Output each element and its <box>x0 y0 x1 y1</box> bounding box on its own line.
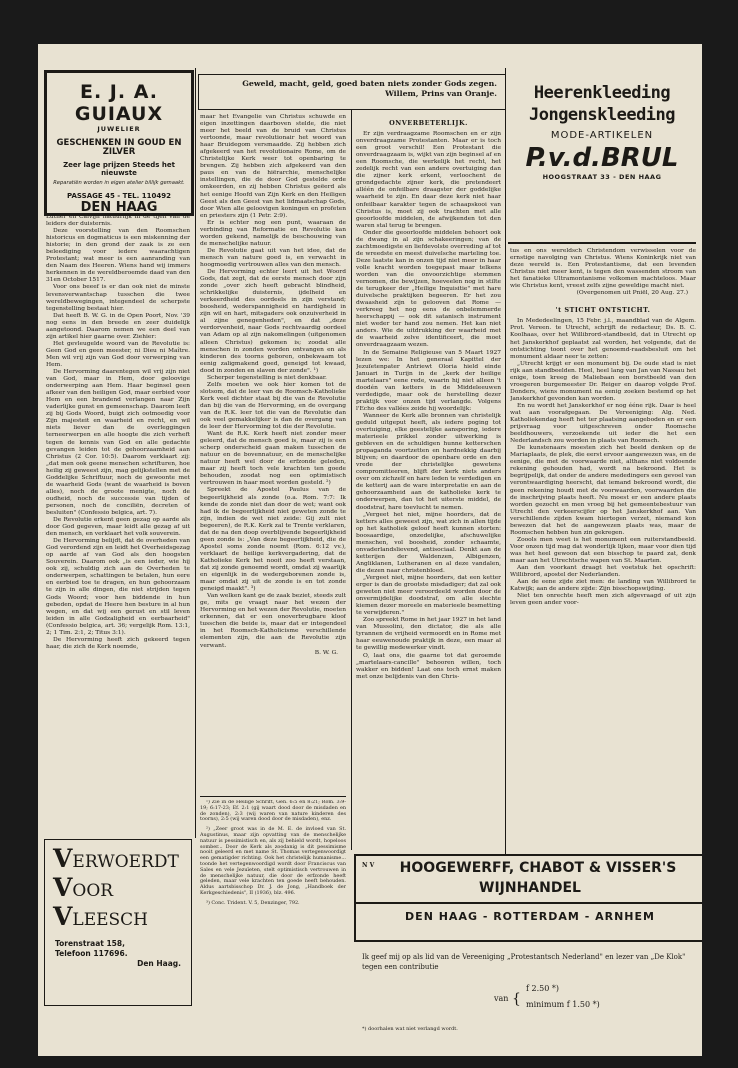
ad-brul-address: HOOGSTRAAT 33 - DEN HAAG <box>542 173 662 181</box>
footnote: ²) „Zeer groot was in de M. E. de invloed van St. Augustinus, maar zijn opvatting van de menschelijke natuur is pessimistisch en, als zij behield wordt, hopeloos somber... Door de Kerk als zoodanig is dit pessimisme nooit geleerd en met name St. Thomas vertegenwoordigt een gematigder richting. Ook het christelijk humanisme... toonde het vertegenwoordigd wordt door Franciscus van Sales en vele Jezuïeten, stelt optimistisch vertrouwen in de menschelijke natuur, die door de erfzonde heeft geleden, maar vele krachten ten goede heeft behouden. Aldus aartsbisschop Dr. J. de Jong, „Handboek der Kerkgeschiedenis", II (1936), blz. 496. <box>200 826 346 896</box>
column-rule <box>505 68 506 856</box>
ad-rule <box>354 940 702 942</box>
footnote-rule <box>200 796 346 797</box>
paragraph: Er zijn verdraagzame Roomschen en er zijn onverdraagzame Protestanten. Maar er is toch een groot verschil! Een Protestant die onverdraagzaam is, wijkt van zijn beginsel af en een Roomsche, die werkelijk het recht, het zedelijk recht van een andere overtuiging dan die zijner kerk erkent, verloochent de grondgedachte zijner kerk, die pretendeert alléén de onfeilbare draagster der goddelijke waarheid te zijn. En daar deze kerk niet haar onfeilbaar karakter tegen de schaapskooi van Christus is, moet zij ook trachten met alle geoorloofde middelen, de afwijkenden tot den waren stal terug te brengen. <box>356 131 501 229</box>
paragraph: De Revolutie gaat uit van het idee, dat de mensch van nature goed is, en verwacht in hoogmoedig vertrouwen alles van den mensch. <box>200 247 346 268</box>
ad-guiaux-repairs: Reparatiën worden in eigen atelier billijk gemaakt. <box>53 180 185 186</box>
article-heading: ONVERBETERLIJK. <box>389 119 468 127</box>
ad-wijnhandel-name: HOOGEWERFF, CHABOT & VISSER'S <box>399 860 677 876</box>
ad-divider <box>356 902 702 904</box>
article-column-2 <box>200 114 346 794</box>
paragraph: Want de R.K. Kerk heeft niet zonder meer geleerd, dat de mensch goed is, maar zij is een scherp onderscheid gaan maken tusschen de natuur en de bovennatuur, en de menschelijke natuur heeft wel door de erfzonde geleden, maar zij heeft toch vele krachten ten goede behouden, zoodat nog een optimistisch vertrouwen in haar moet worden gesteld. ²) <box>200 431 346 487</box>
paragraph: De Revolutie erkent geen gezag op aarde als door God gegeven, maar leidt alle gezag af uit den mensch, en verklaart het volk souverein. <box>46 517 190 538</box>
paragraph: Luther en Calvijn natuurlijk in de tijen van de leiders der duisternis. <box>46 214 190 228</box>
ad-wijnhandel <box>354 856 702 940</box>
paragraph: „Utrecht krijgt er een monument bij. De oude stad is niet rijk aan standbeelden. Heel, heel lang van Jan van Nassau het enige, toen kreeg de Maliebaan een borstbeeld van den vroegeren burgemeester Dr. Reiger en daarop volgde Prof. Donders, wiens monument na eenig zoeken bestemd op het Janskerkhof gevonden kan worden. <box>510 360 696 402</box>
newspaper-page <box>38 44 702 1056</box>
paragraph: Scherper tegenstelling is niet denkbaar. <box>207 374 327 381</box>
ad-verwoerdt-street: Torenstraat 158, <box>55 939 125 948</box>
ad-guiaux-name: E. J. A. GUIAUX <box>74 81 164 125</box>
subscription-note: *) doorhalen wat niet verlangd wordt. <box>362 1026 458 1032</box>
paragraph: In Mededeelingen, 15 Febr. j.l., maandblad van de Algem. Prot. Vereen. te Utrecht, schrijft de redacteur, Ds. B. C. Koolhaas, over het Willibrord-standbeeld, dat in Utrecht op het Janskerkhof geplaatst zal worden, het volgende, dat de ontstichting toont over het genoemd-raadsbesluit om het monument aldaar neer te zetten: <box>510 318 696 360</box>
paragraph: Er is echter nog een punt, waaraan de verbinding van Reformatie en Revolutie kan worden gekend, namelijk de beschouwing van de menschelijke natuur. <box>200 219 346 247</box>
ad-brul-line: Jongenskleeding <box>528 105 676 125</box>
paragraph: Niet ten onrechte heeft men zich afgevraagd of uit zijn leven geen ander voor- <box>510 593 696 607</box>
footnote: ³) Conc. Trident. V. 5, Denzinger, 792. <box>206 899 300 906</box>
footnotes <box>200 800 346 1050</box>
ad-guiaux <box>44 70 194 216</box>
ad-brul <box>508 82 696 238</box>
signature: B. W. G. <box>314 649 338 656</box>
article-column-4 <box>510 248 696 852</box>
paragraph: Zoools men weet is het monument een ruiterstandbeeld. Voor onzen tijd mag dat wonderlijk lijken, maar voor dien tijd was het heel gewoon dat een bisschop te paard zat, denk maar aan het Utrechtsche wapen van St. Maarten. <box>510 536 696 564</box>
paragraph: En nu wordt het Janskerkhof er nog ééne rijk. Daar is heel wat aan voorafgegaan. De Vereeniging: Alg. Ned. Katholiekendag heeft het ter plaatsing aangeboden en er een prijsvraag voor uitgeschreven onder Roomsche beeldhouwers, verzoekende uit ieder die het een Nederlandsch zou worden in plaats van Roomsch. <box>510 402 696 445</box>
ad-brul-line: Heerenkleeding <box>533 83 671 103</box>
paragraph: Deze voorstelling van den Roomschen historicus en dogmaticus is een miskenning der historie; in den grond der zaak is ze een beleediging voor iedere waarachtigen Protestant; wat meer is een aanranding van den Naam des Heeren. Wiens hand wij immers herkennen in de wereldberoemde daad van den 31en October 1517. <box>46 228 190 284</box>
paragraph: Zelfs moeten we ook hier komen tot de slotsom, dat de leer van de Roomsch-Katholieke Kerk veel dichter staat bij die van de Revolutie dan bij die van de Hervorming, en de overgang van de R.K. leer tot die van de Revolutie dan ook veel gemakkelijker is dan de overgang van de leer der Hervorming tot die der Revolutie. <box>200 381 346 431</box>
column-rule <box>351 110 352 850</box>
paragraph: Aan den voorkant draagt het voetstuk het opschrift: Willibrord, apostel der Nederlanden. <box>510 565 696 579</box>
ad-verwoerdt-line: VLEESCH <box>53 902 148 931</box>
ad-guiaux-prices: Zeer lage prijzen Steeds het nieuwste <box>63 161 175 177</box>
paragraph: De Hervorming heeft zich gekeerd tegen haar, die zich de Kerk noemde, <box>46 636 190 650</box>
paragraph: Spreekt de Apostel Paulus van de begeerlijkheid als zonde (o.a. Rom. 7:7: Ik kende de zonde niet dan door de wet; want ook had ik de begeerlijkheid niet geweten zonde te zijn, indien de wet niet zeide: Gij zult niet begeeren), de R.K. Kerk zal te Trente verklaren, dat de na den doop overblijvende begeerlijkheid geen zonde is: „Van deze begeerlijkheid, die de Apostel soms zonde noemt (Rom. 6:12 vv.), verklaart de heilige kerkvergadering, dat de Katholieke Kerk het nooit zoo heeft verstaan, dat zij zonde genoemd wordt, omdat zij waarlijk en eigenlijk in de wedergeborenen zonde is, maar omdat zij uit de zonde is en tot zonde geneigd maakt". ³) <box>200 487 346 593</box>
quote-box <box>198 74 506 110</box>
paragraph: In de Semaine Religieuse van 5 Maart 1927 lezen we: In het generaal Kapittel der Jezuïetenpater Antriewt Oloria hield einde Januari in Turijn in de „kerk der heilige martelaars" eene rede, waarin hij niet alleen 't doodén van ketters in de Middeleeuwen verdedigde, maar ook de herstelling dezer praktijk voor onzen tijd verlangde. Volgens l'Echo des vallées zeide hij woordelijk: <box>356 349 501 412</box>
ad-guiaux-gifts: GESCHENKEN IN GOUD EN ZILVER <box>56 138 182 157</box>
footnote: ¹) Zie in de Heilige Schrift, Gen. 6:5 en 8:21; Rom. 3:9-19; 6:17-23; Ef. 2:1 (gij waart dood door de misdaden en de zonden), 2:3 (wij waren van nature kinderen des toorns), 2:5 (wij waren dood door de misdaden), enz. <box>200 800 346 823</box>
paragraph: Voor ons beeef is er dan ook niet de minste levensverwantschap tusschen die twee wereldbewegingen, integendeel de scherpste tegenstelling bestaat hier. <box>46 284 190 312</box>
ad-brul-line: MODE-ARTIKELEN <box>550 130 654 141</box>
subscription-van: van <box>494 994 509 1003</box>
subscription-text: Ik geef mij op als lid van de Vereeniging „Protestantsch Nederland" en lezer van „De Klok" tegen een contributie <box>362 953 686 971</box>
paragraph: tus en ons wereldsch Christendom verwisselen voor de ernstige navolging van Christus. Wiens Koninkrijk niet van deze wereld is. Een Protestantisme, dat een levenden Christus niet meer kent, is tegen den wassenden stroom van het fanatieke Ultramontanisme volkomen machteloos. Maar wie Christus kent, vreest zelfs zijne geweldige macht niet. <box>510 248 696 290</box>
ad-verwoerdt-line: VOOR <box>53 873 114 902</box>
subscription-amount: f 2.50 *) <box>526 984 559 993</box>
article-heading: 't STICHT ONTSTICHT. <box>555 306 651 315</box>
paragraph: De Hervorming daarentegen wil vrij zijn niet van God, maar in Hem, door geloovige onderwerping aan Hem. Haar beginsel geen afkeer van den heiligen God, maar eerbied voor Hem en een brandend verlangen naar Zijn vaderlijke gunst en gemeenschap. Daarom leeft zij bij Gods Woord, buigt zich ootmoedig voor Zijn majesteit en waarheid en recht, en wil niets liever dan de overleggingen terneerwerpen en alle hoogte die zich verheft tegen de kennis van God en alle gedachte gevangen leiden tot de gehoorzaamheid aan Christus (2 Cor. 10:5). Daarom verklaart zij: „dat men ook geene menschen schrifturen, hoe heilig zij geweest zijn, mag gelijkstellen met de Goddelijke Schriftuur, noch de gewoonte met de waarheid Gods (want de waarheid is boven alles), noch de groote menigte, noch de oudheid, noch de successie van tijden of personen, noch de conciliën, decreten of besluiten" (Confessio belgica, art. 7). <box>46 369 190 516</box>
paragraph: Het gevleugelde woord van de Revolutie is: Geen God en geen meester, ni Dieu ni Maître. Men wil vrij zijn van God door verwerping van Hem. <box>46 340 190 368</box>
quote-line: Geweld, macht, geld, goed baten niets zonder Gods zegen. <box>242 79 497 88</box>
subscription-amount: minimum f 1.50 *) <box>526 1000 600 1009</box>
paragraph: De Hervorming echter leert uit het Woord Gods, dat zegt, dat de eerste mensch door zijn zonde „over zich heeft gebracht blindheid, schrikkelijke duisternis, ijdelheid en verkeerdheid des oordeels in zijn verstand; boosheid, wederspannigheid en hardigheid in zijn wil en hart, mitsgaders ook onzuiverheid in al zijne genegenheden", en dat „deze verdorvenheid, naar Gods rechtvaardig oordeel van Adam op al zijn nakomelingen (uitgenomen alleen Christus) gekomen is; zoodat alle menschen in zonden worden ontvangen en als kinderen des toorns geboren, onbekwaam tot eenig zaligmakend goed, geneigd tot kwaad, dood in zonden en slaven der zonde". ¹) <box>200 269 346 374</box>
paragraph: Dat heeft B. W. G. in de Open Poort, Nov. '39 nog eens in den breede en zeer duidelijk aangetoond. Daarom nemen we een deel van zijn artikel hier gaarne over. Ziehier: <box>46 312 190 340</box>
ad-brul-brand: P.v.d.BRUL <box>525 143 679 173</box>
paragraph: De Hervorming belijdt, dat de overheden van God verordend zijn en leidt het Overheidsgezag op aarde af van God als den hoogsten Souverein. Daarom ook „is een ieder, wie hij ook zij, schuldig zich aan de Overheden te onderwerpen, schattingen te betalen, hun eere en eerbied toe te dragen, en hun gehoorzaam te zijn in alle dingen, die niet strijden tegen Gods Woord; voor hen biddende in hun gebeden, opdat de Heere hen besture in al hun wegen, en dat wij een gerust en stil leven leiden in alle Godzaligheid en eerbaarheid" (Confessio belgica, art. 36; vergelijk Rom. 13:1, 2; 1 Tim. 2:1, 2; Titus 3:1). <box>46 538 190 636</box>
ad-wijnhandel-nv: N V <box>362 862 375 869</box>
column-rule <box>508 242 696 244</box>
paragraph: O, laat ons, die gaarne tot dat geroemde „martelaars-cancille" behooren willen, toch wakker en bidden! Laat ons toch ernst maken met onze belijdenis van den Chris- <box>356 652 501 680</box>
paragraph: Aan de eene zijde ziet men: de landing van Willibrord te Katwijk; aan de andere zijde: Zijn bisschopswijding. <box>510 579 696 593</box>
column-rule <box>195 68 196 838</box>
paragraph: „Vergeet niet, mijne hoorders, dat een ketter erger is dan de grootste misdadiger; dat zal ook geweten niet meer veroordeeld worden door de onvermijdelijke doodstraf, om alle slechte kiemen dezer moreele en materieele besmetting te verwijderen." <box>356 575 501 617</box>
paragraph: (Overgenomen uit Pniël, 20 Aug. 27.) <box>576 290 688 297</box>
article-column-1 <box>46 214 190 834</box>
bracket-icon: { <box>512 991 521 1007</box>
ad-wijnhandel-name2: WIJNHANDEL <box>479 880 581 896</box>
subscription-form <box>354 944 702 1044</box>
ad-guiaux-trade: JUWELIER <box>97 125 141 133</box>
ad-verwoerdt-line: VERWOERDT <box>53 844 179 873</box>
paragraph: Onder die geoorloofde middelen behoort ook de dwang in al zijn schakeeringen; van de zachtmoedigste en liefdevolste overreding af tot de wreedste en meest duivelsche marteling toe. Deze laatste kan in onzen tijd niet meer in haar volle kracht worden toegepast maar telkens worden van die onvoorzichtige stemmen vernomen, die bewijzen, hoeveelen nog in stilte de terugkeer der „Heilige Inquisitie" met hare duivelsche praktijken begeeren. Er het zou dwaasheid zijn te gelooven dat Rome — verkreeg het nog eens de onbelemmerde heerschappij — ook dit satanisch instrument niet weder ter hand zou nemen. Het kan niet anders. Wie de uitdrukking der waarheid met de waarheid zelve identificeert, die moet onverdraagzaam wezen. <box>356 229 501 349</box>
paragraph: De kunstenaars moesten zich het beeld denken op de Mariaplaats, de plek, die eerst ervoor aangewezen was, en de eenige, die met de voorwaarde niet, althans niet voldoende rekening gehouden had, wordt na bekroond. Het is begrijpelijk, dat onder de andere mededingers een gevoel van verontwaardiging heerscht, dat iemand bekroond wordt, die geen rekening houdt met de voorwaarden, voorwaarden die de inschrijving plaats heeft. Nu moest er een andere plaats worden gezocht en men vroeg bij het gemeentebestuur van Utrecht den verkeerscijfer op het Janskerkhof aan. Van verschillende zijden kwam hiertegen verzet, niemand kon bewezen dat het de aangewezen plaats was, maar de Roomschen hebben hun zin gekregen. <box>510 445 696 536</box>
paragraph: „Vergeet het niet, mijne hoorders, dat de ketters alles geweest zijn, wat zich in allen tijde op het katholiek geloof heeft kunnen storten: boosaardige, onzedelijke, afschuwelijke menschen, vol boosheid, zonder schaamte, onvaderlandslievend, antisociaal. Denkt aan de ketterijen der Waldenzen, Albigenzen, Angliklanen, Lutheranen en al deze vandalen, die dezen naar christenbloed. <box>356 511 501 574</box>
ad-wijnhandel-cities: DEN HAAG - ROTTERDAM - ARNHEM <box>405 909 655 923</box>
paragraph: Van welken kant ge de zaak beziet, steeds zult ge, mits ge vraagt naar het wezen der Hervorming en het wezen der Revolutie, moeten erkennen, dat er een onoverbrugbare kloof tusschen die beide is, maar dat er integendeel in het Roomsch-Katholicisme verschillende elementen zijn, die aan de Revolutie zijn verwant. <box>200 593 346 649</box>
ad-guiaux-city: DEN HAAG <box>80 200 158 215</box>
article-column-3 <box>356 116 501 852</box>
paragraph: Zoo spreekt Rome in het jaar 1927 in het land van Mussolini, den dictator, die als alle tyrannen de vrijheid vermoordt en in Rome met haar eeuwenoude praktijk in deze, een maar al te gewillig medewerker vindt. <box>356 617 501 652</box>
ad-verwoerdt <box>44 839 192 1006</box>
ad-verwoerdt-phone: Telefoon 117696. <box>55 949 128 958</box>
paragraph: Wanneer de Kerk alle bronnen van christelijk geduld uitgeput heeft, als iedere poging tot overtuiging, elke geestelijke aansporing, iedere materieele prikkel zonder uitwerking is gebleven en de schuldigen hunne ketterschen propaganda voortzetten en hardnekkig daarbij blijven; en daardoor de openbare orde en den vrede der christelijke gewetens compromitteeren, blijft der kerk niets anders over om zichzelf en hare leden te verdedigen en de ketterij aan de ware interpretatie en aan de gehoorzaamheid aan de katholieke kerk te onderwerpen, dan tot het uiterste middel, de doodstraf, hare toevlucht te nemen. <box>356 412 501 511</box>
paragraph: maar het Evangelie van Christus schuwde en eigen inzettingen daarboven stelde, die niet meer het beeld van de bruid van Christus vertoonde, maar revolutionair het woord van haar Bruidegom versmaadde. Zij hebben zich afgekeerd van het revolutionaire Rome, om de Christelijke Kerk weer tot openbaring te brengen. Zij hebben zich afgekeerd van den paus en van de hiërarchie, menschelijke instellingen, die de door God gestelde orde omkeerden, en zij hebben Christus geëerd als het eenige Hoofd van Zijn Kerk en den Heiligen Geest als den Geest van het lidmaatschap Gods, door Wien alle geloovigen koningen en profeten en priesters zijn (1 Petr. 2:9). <box>200 114 346 219</box>
ad-verwoerdt-city: Den Haag. <box>137 959 181 968</box>
ad-guiaux-address: PASSAGE 45 - TEL. 110492 <box>67 192 171 200</box>
quote-author: Willem, Prins van Oranje. <box>385 88 497 98</box>
